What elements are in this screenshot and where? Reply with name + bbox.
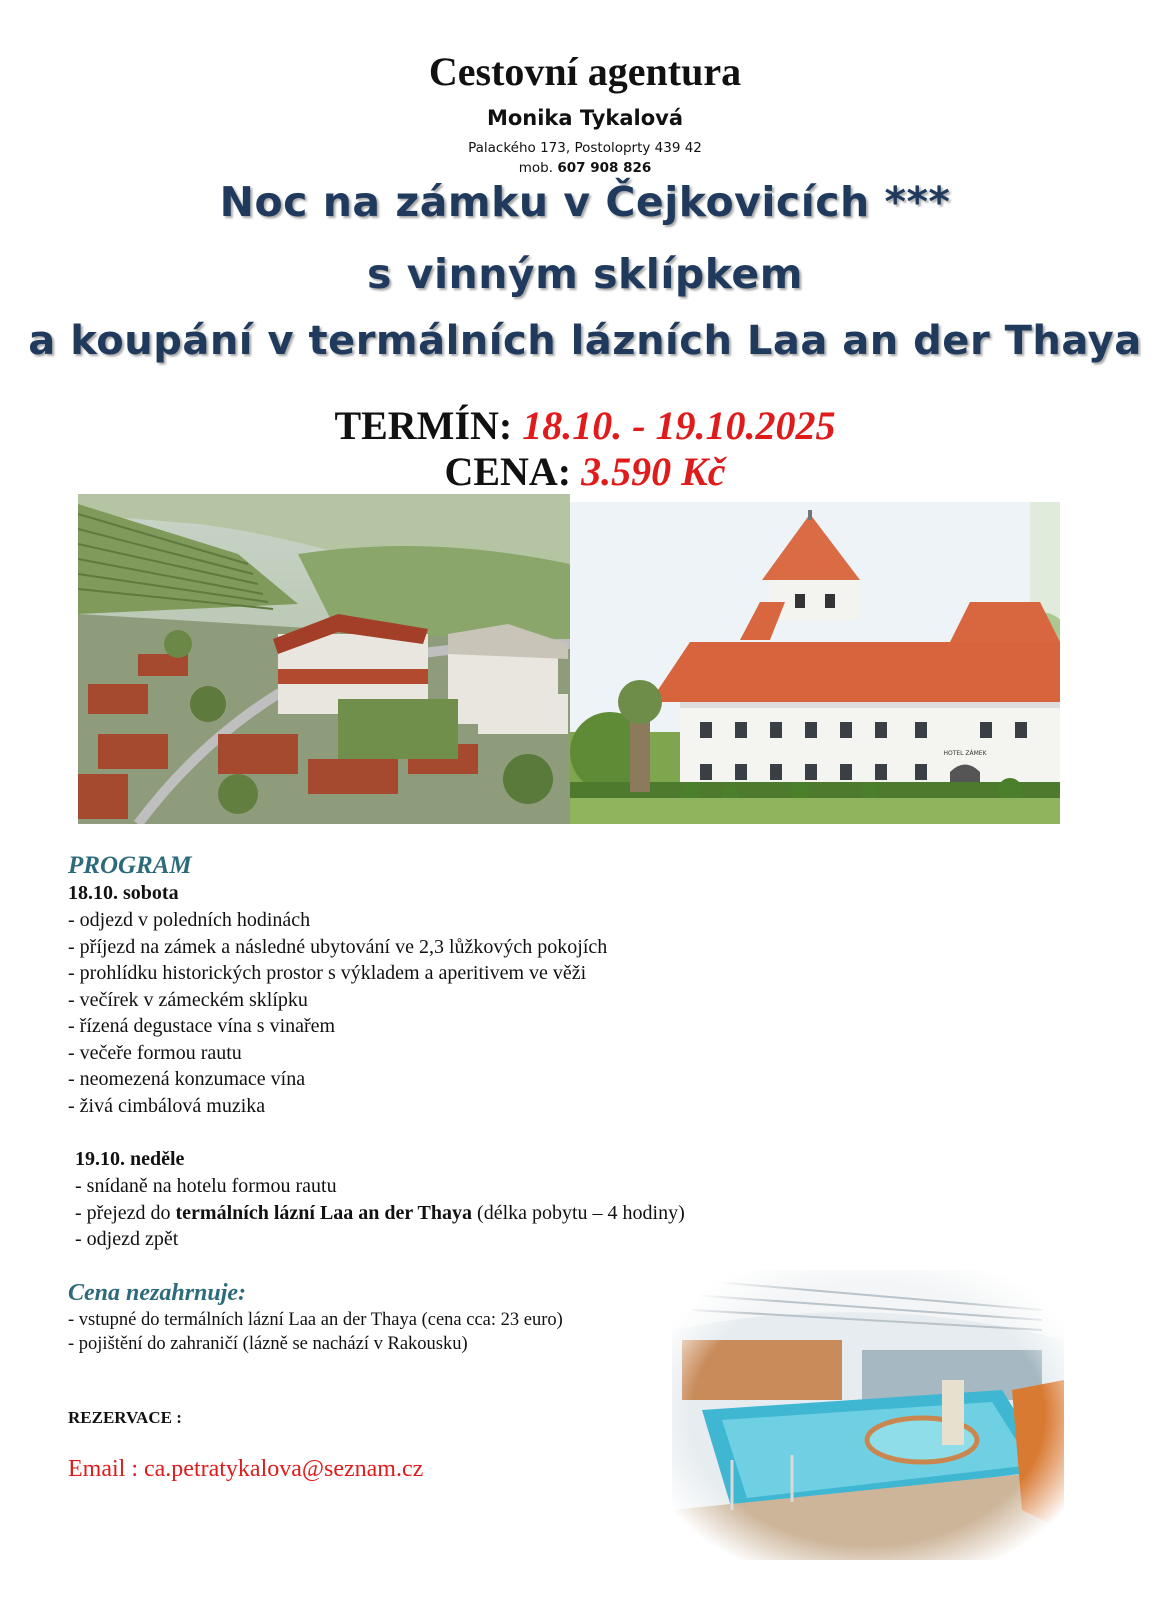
term-value: 18.10. - 19.10.2025: [522, 403, 836, 448]
phone-number: 607 908 826: [557, 160, 652, 176]
item-bold: termálních lázní Laa an der Thaya: [175, 1201, 473, 1224]
owner-name: Monika Tykalová: [486, 106, 684, 130]
title-line-3: a koupání v termálních lázních Laa an der Thaya: [28, 318, 1142, 364]
program-title: PROGRAM: [68, 852, 192, 879]
term-label: TERMÍN:: [334, 403, 513, 448]
reservation-label: REZERVACE :: [68, 1408, 182, 1427]
title-line-2: s vinným sklípkem: [367, 250, 803, 298]
title-line-1: Noc na zámku v Čejkovicích ***: [219, 178, 951, 226]
email-line: [68, 1456, 423, 1483]
list-item: [75, 1200, 685, 1227]
day2-heading: 19.10. neděle: [75, 1148, 185, 1170]
list-item: - snídaně na hotelu formou rautu: [75, 1175, 337, 1197]
day1-list: [68, 907, 607, 1119]
village-aerial-photo: [78, 494, 570, 824]
list-item: - řízená degustace vína s vinařem: [68, 1015, 336, 1037]
list-item: - pojištění do zahraničí (lázně se nachází v Rakousku): [68, 1334, 468, 1354]
list-item: - živá cimbálová muzika: [68, 1094, 266, 1117]
item-prefix: - přejezd do: [75, 1201, 171, 1224]
email-address[interactable]: ca.petratykalova@seznam.cz: [143, 1456, 424, 1482]
list-item: - příjezd na zámek a následné ubytování ve 2,3 lůžkových pokojích: [68, 935, 608, 958]
agency-name: Cestovní agentura: [428, 49, 742, 94]
price: [0, 448, 1170, 495]
list-item: - odjezd zpět: [75, 1228, 179, 1250]
list-item: - vstupné do termálních lázní Laa an der Thaya (cena cca: 23 euro): [68, 1310, 563, 1330]
list-item: - večírek v zámeckém sklípku: [68, 988, 308, 1011]
not-included-title: Cena nezahrnuje:: [68, 1280, 247, 1306]
pool-illustration: [672, 1270, 1064, 1560]
price-value: 3.590 Kč: [581, 449, 726, 494]
phone-prefix: mob.: [518, 160, 554, 176]
phone: [0, 160, 1170, 176]
address: Palackého 173, Postoloprty 439 42: [468, 140, 702, 156]
day1-heading: 18.10. sobota: [68, 882, 179, 904]
village-aerial-illustration: [78, 494, 570, 824]
hotel-sign: HOTEL ZÁMEK: [943, 750, 987, 757]
day2-list: [75, 1173, 685, 1253]
list-item: - večeře formou rautu: [68, 1041, 242, 1064]
not-included-list: [68, 1308, 563, 1356]
item-suffix: (délka pobytu – 4 hodiny): [477, 1201, 685, 1224]
list-item: - prohlídku historických prostor s výkladem a aperitivem ve věži: [68, 962, 587, 984]
castle-photo: [570, 502, 1060, 824]
term: [0, 402, 1170, 449]
list-item: - neomezená konzumace vína: [68, 1068, 306, 1090]
email-label: Email :: [68, 1456, 138, 1482]
thermal-pool-photo: [672, 1270, 1064, 1560]
castle-illustration: [570, 502, 1060, 824]
price-label: CENA:: [444, 449, 572, 494]
list-item: - odjezd v poledních hodinách: [68, 909, 311, 931]
